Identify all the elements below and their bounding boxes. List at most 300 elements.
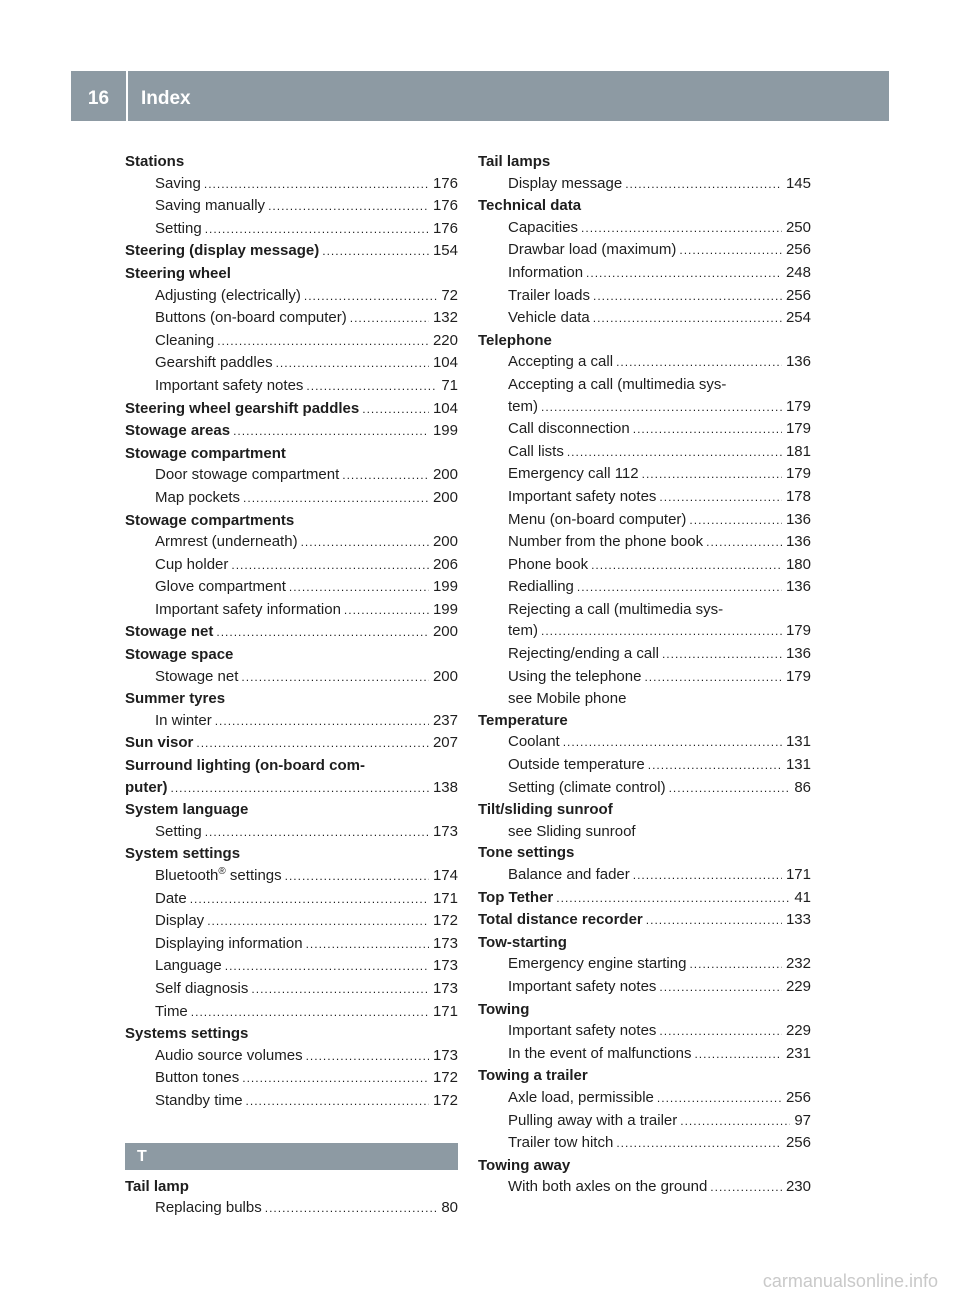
leader-dots (669, 778, 791, 800)
leader-dots (205, 219, 429, 241)
index-subentry (155, 888, 458, 911)
leader-dots (563, 732, 782, 754)
leader-dots (276, 353, 429, 375)
entry-label: Trailer loads (508, 286, 590, 304)
entry-page: 200 (432, 533, 458, 551)
entry-label: Pulling away with a trailer (508, 1111, 678, 1129)
index-entry (125, 420, 458, 443)
index-subentries (125, 531, 458, 621)
leader-dots (591, 555, 782, 577)
index-heading: Tilt/sliding sunroof (478, 801, 613, 819)
entry-page: 231 (785, 1044, 811, 1062)
index-subentry (508, 509, 811, 532)
bluetooth-label: Bluetooth (155, 867, 219, 884)
page-title: Index (141, 88, 191, 109)
entry-page: 230 (785, 1178, 811, 1196)
entry-page: 71 (441, 376, 458, 394)
entry-page: 104 (432, 354, 458, 372)
section-letter-bar: T (125, 1143, 458, 1170)
entry-page: 180 (785, 555, 811, 573)
index-subentries (478, 643, 811, 688)
entry-page: 237 (432, 711, 458, 729)
entry-label: Display (155, 912, 205, 930)
leader-dots (680, 1111, 790, 1133)
leader-dots (265, 1198, 438, 1220)
leader-dots (342, 465, 429, 487)
entry-label: tem) (508, 397, 538, 415)
entry-label: Top Tether (478, 888, 554, 906)
index-subentry (155, 330, 458, 353)
index-heading: Summer tyres (125, 690, 226, 708)
entry-page: 131 (785, 733, 811, 751)
entry-page: 154 (432, 242, 458, 260)
entry-label: In winter (155, 711, 212, 729)
leader-dots (689, 954, 782, 976)
entry-page: 138 (432, 778, 458, 796)
entry-page: 173 (432, 934, 458, 952)
entry-label: Date (155, 889, 187, 907)
leader-dots (541, 621, 782, 643)
index-heading: Surround lighting (on-board com- (125, 757, 365, 775)
entry-label: Display message (508, 174, 623, 192)
index-heading: Tail lamps (478, 153, 551, 170)
entry-page: 179 (785, 465, 811, 483)
entry-page: 256 (785, 1088, 811, 1106)
leader-dots (648, 755, 782, 777)
index-subentry (508, 864, 811, 887)
entry-label: Capacities (508, 218, 579, 236)
entry-page: 171 (432, 889, 458, 907)
index-subentry (508, 1132, 811, 1155)
entry-page: 176 (432, 197, 458, 215)
index-entry (125, 777, 458, 800)
index-subentry (155, 599, 458, 622)
index-entry (478, 909, 811, 932)
leader-dots (679, 240, 782, 262)
entry-page: 220 (432, 331, 458, 349)
index-subentry (508, 396, 811, 419)
leader-dots (306, 1046, 429, 1068)
leader-dots (706, 532, 782, 554)
entry-label: Setting (155, 822, 202, 840)
index-subentry (508, 754, 811, 777)
leader-dots (225, 956, 429, 978)
entry-label: Important safety notes (508, 487, 657, 505)
entry-page: 173 (432, 822, 458, 840)
entry-label: Setting (climate control) (508, 778, 666, 796)
index-subentry (508, 486, 811, 509)
leader-dots (694, 1044, 782, 1066)
entry-page: 173 (432, 1046, 458, 1064)
index-subentry (508, 1176, 811, 1199)
index-subentries (125, 865, 458, 888)
entry-label: Phone book (508, 555, 589, 573)
index-subentries (478, 731, 811, 799)
index-entry (125, 240, 458, 263)
entry-page: 136 (785, 533, 811, 551)
entry-page: 97 (794, 1111, 811, 1129)
leader-dots (633, 419, 782, 441)
leader-dots (586, 263, 782, 285)
leader-dots (241, 667, 429, 689)
index-subentry (155, 195, 458, 218)
entry-page: 200 (432, 466, 458, 484)
leader-dots (581, 218, 782, 240)
entry-label: In the event of malfunctions (508, 1044, 692, 1062)
index-subentries (478, 217, 811, 330)
index-heading: Tone settings (478, 844, 575, 862)
entry-page: 229 (785, 977, 811, 995)
entry-label (155, 865, 282, 887)
leader-dots (710, 1177, 782, 1199)
index-heading: Stowage space (125, 646, 234, 664)
index-subentry (155, 978, 458, 1001)
entry-page: 136 (785, 645, 811, 663)
entry-page: 250 (785, 218, 811, 236)
entry-label: Redialling (508, 578, 574, 596)
entry-label: Map pockets (155, 488, 241, 506)
index-subentry (508, 307, 811, 330)
entry-label: Important safety information (155, 600, 341, 618)
index-subentry (155, 554, 458, 577)
entry-label: Rejecting/ending a call (508, 645, 659, 663)
entry-label: Replacing bulbs (155, 1199, 262, 1217)
entry-page: 104 (432, 399, 458, 417)
leader-dots (322, 241, 429, 263)
entry-label: Number from the phone book (508, 533, 704, 551)
leader-dots (196, 733, 429, 755)
bluetooth-label-rest: settings (225, 867, 282, 884)
index-subentry (508, 953, 811, 976)
leader-dots (556, 888, 790, 910)
entry-page: 145 (785, 174, 811, 192)
entry-page: 136 (785, 578, 811, 596)
leader-dots (242, 1068, 429, 1090)
entry-page: 232 (785, 955, 811, 973)
index-column-right (478, 151, 811, 1199)
see-reference: see Mobile phone (508, 690, 627, 708)
entry-label: Trailer tow hitch (508, 1134, 614, 1152)
entry-label: Self diagnosis (155, 979, 249, 997)
index-heading: Tail lamp (125, 1177, 189, 1195)
index-subentry (508, 976, 811, 999)
page-header (71, 71, 889, 121)
leader-dots (689, 510, 782, 532)
watermark: carmanualsonline.info (762, 1271, 938, 1291)
index-subentry (155, 307, 458, 330)
index-entry (478, 887, 811, 910)
index-subentries (125, 1045, 458, 1113)
entry-label: Emergency call 112 (508, 465, 639, 483)
index-subentry (155, 910, 458, 933)
index-subentry (508, 731, 811, 754)
entry-label: Important safety notes (155, 376, 304, 394)
entry-page: 179 (785, 622, 811, 640)
entry-label: Important safety notes (508, 1022, 657, 1040)
index-subentries (478, 351, 811, 418)
entry-page: 254 (785, 309, 811, 327)
entry-page: 199 (432, 600, 458, 618)
leader-dots (216, 622, 429, 644)
index-subentry (155, 285, 458, 308)
index-subentries (125, 666, 458, 689)
index-heading: Stowage compartment (125, 444, 286, 462)
entry-label: Armrest (underneath) (155, 533, 298, 551)
index-subentry (508, 239, 811, 262)
entry-page: 176 (432, 219, 458, 237)
entry-page: 132 (432, 309, 458, 327)
leader-dots (233, 421, 429, 443)
leader-dots (646, 910, 782, 932)
index-subentries (478, 1087, 811, 1155)
entry-label: Total distance recorder (478, 911, 643, 929)
index-subentry (508, 643, 811, 666)
index-subentries (125, 285, 458, 398)
index-subentries (125, 821, 458, 844)
index-heading: Tow-starting (478, 933, 567, 951)
index-heading: Towing a trailer (478, 1067, 588, 1085)
entry-label: With both axles on the ground (508, 1178, 708, 1196)
entry-page: 199 (432, 422, 458, 440)
entry-page: 206 (432, 555, 458, 573)
leader-dots (190, 889, 429, 911)
entry-page: 200 (432, 488, 458, 506)
leader-dots (171, 778, 429, 800)
leader-dots (593, 286, 782, 308)
entry-label: Steering (display message) (125, 242, 320, 260)
entry-label: Sun visor (125, 734, 194, 752)
entry-label: Language (155, 957, 222, 975)
index-subentry (508, 463, 811, 486)
leader-dots (541, 397, 782, 419)
entry-page: 133 (785, 911, 811, 929)
index-subentries (478, 953, 811, 998)
entry-label: Cup holder (155, 555, 229, 573)
entry-page: 256 (785, 286, 811, 304)
index-subentry (155, 464, 458, 487)
leader-dots (642, 464, 782, 486)
leader-dots (644, 667, 782, 689)
leader-dots (215, 711, 429, 733)
index-heading: Stations (125, 153, 185, 170)
entry-label: Time (155, 1002, 188, 1020)
leader-dots (204, 174, 429, 196)
entry-label: Call disconnection (508, 420, 630, 438)
leader-dots (268, 196, 429, 218)
index-entry (125, 732, 458, 755)
leader-dots (593, 308, 782, 330)
index-entry (125, 398, 458, 421)
index-heading: Telephone (478, 331, 552, 349)
entry-label: Stowage areas (125, 422, 231, 440)
entry-label: Information (508, 263, 584, 281)
index-subentries (125, 888, 458, 1024)
leader-dots (191, 1002, 429, 1024)
index-heading: System language (125, 801, 249, 819)
leader-dots (251, 979, 429, 1001)
leader-dots (289, 577, 429, 599)
entry-page: 200 (432, 623, 458, 641)
entry-page: 248 (785, 263, 811, 281)
entry-page: 86 (794, 778, 811, 796)
page-number: 16 (87, 88, 110, 109)
entry-label: Saving (155, 174, 201, 192)
leader-dots (306, 376, 437, 398)
entry-label: Accepting a call (508, 353, 614, 371)
entry-label: Setting (155, 219, 202, 237)
index-subentry (155, 710, 458, 733)
index-entry (125, 621, 458, 644)
leader-dots (246, 1091, 429, 1113)
index-subentry (508, 351, 811, 374)
entry-label: Audio source volumes (155, 1046, 303, 1064)
entry-page: 173 (432, 979, 458, 997)
entry-page: 41 (794, 888, 811, 906)
header-divider (126, 71, 128, 121)
entry-label: Standby time (155, 1091, 243, 1109)
index-subentry (508, 262, 811, 285)
index-subentry (155, 576, 458, 599)
leader-dots (301, 532, 429, 554)
leader-dots (625, 174, 782, 196)
entry-label: Vehicle data (508, 309, 590, 327)
leader-dots (231, 555, 429, 577)
index-subentries (478, 1176, 811, 1199)
entry-page: 176 (432, 174, 458, 192)
entry-page: 178 (785, 487, 811, 505)
leader-dots (659, 487, 782, 509)
entry-label: Door stowage compartment (155, 466, 340, 484)
entry-page: 131 (785, 756, 811, 774)
index-heading: Towing (478, 1000, 530, 1018)
entry-label: Displaying information (155, 934, 303, 952)
leader-dots (616, 352, 782, 374)
index-subentry (508, 576, 811, 599)
leader-dots (217, 331, 429, 353)
index-subentry (508, 620, 811, 643)
index-subentry (508, 531, 811, 554)
entry-label: tem) (508, 622, 538, 640)
leader-dots (350, 308, 429, 330)
entry-label: Adjusting (electrically) (155, 286, 301, 304)
index-subentries (125, 710, 458, 733)
entry-page: 179 (785, 420, 811, 438)
leader-dots (657, 1088, 782, 1110)
entry-label: Gearshift paddles (155, 354, 273, 372)
entry-page: 207 (432, 734, 458, 752)
index-subentry (508, 1110, 811, 1133)
index-subentry (155, 666, 458, 689)
entry-label: Balance and fader (508, 866, 630, 883)
entry-page: 199 (432, 578, 458, 596)
index-subentries (478, 418, 811, 599)
entry-page: 172 (432, 1069, 458, 1087)
entry-label: Important safety notes (508, 977, 657, 995)
index-subentries (125, 1197, 458, 1220)
index-subentry (508, 554, 811, 577)
entry-label: Coolant (508, 733, 560, 751)
entry-page: 136 (785, 510, 811, 528)
entry-label: Menu (on-board computer) (508, 510, 687, 528)
index-subentries (125, 464, 458, 509)
entry-label: Stowage net (125, 623, 214, 641)
entry-page: 136 (785, 353, 811, 371)
entry-page: 179 (785, 667, 811, 685)
index-subentry (155, 1090, 458, 1113)
entry-page: 256 (785, 1134, 811, 1152)
entry-page: 200 (432, 667, 458, 685)
entry-label: Steering wheel gearshift paddles (125, 399, 360, 417)
index-subentry (508, 441, 811, 464)
leader-dots (306, 934, 429, 956)
entry-page: 181 (785, 442, 811, 460)
index-heading: System settings (125, 845, 241, 863)
index-subentry (155, 352, 458, 375)
registered-mark: ® (218, 866, 226, 877)
leader-dots (662, 644, 782, 666)
leader-dots (567, 442, 782, 464)
leader-dots (205, 822, 429, 844)
index-heading: Towing away (478, 1156, 571, 1174)
leader-dots (616, 1133, 782, 1155)
index-subentry (508, 1020, 811, 1043)
leader-dots (659, 977, 782, 999)
entry-label: Stowage net (155, 667, 239, 685)
index-heading: Temperature (478, 711, 568, 729)
entry-page: 229 (785, 1022, 811, 1040)
entry-page: 256 (785, 241, 811, 259)
index-subentry (508, 1043, 811, 1066)
index-subentry (155, 821, 458, 844)
index-heading: Stowage compartments (125, 511, 295, 529)
entry-page: 171 (432, 1002, 458, 1020)
index-subentry (155, 1067, 458, 1090)
entry-label: Button tones (155, 1069, 240, 1087)
leader-dots (633, 865, 782, 887)
entry-label-line: Accepting a call (multimedia sys- (508, 375, 727, 393)
index-subentry (155, 531, 458, 554)
index-subentries (478, 864, 811, 887)
entry-label: Outside temperature (508, 756, 645, 774)
entry-label: Drawbar load (maximum) (508, 241, 677, 259)
index-subentry (508, 285, 811, 308)
entry-label: Call lists (508, 442, 564, 460)
entry-label: Cleaning (155, 331, 215, 349)
index-subentries (125, 173, 458, 241)
entry-page: 80 (441, 1199, 458, 1217)
see-reference: see Sliding sunroof (508, 822, 636, 840)
leader-dots (344, 600, 429, 622)
leader-dots (243, 488, 429, 510)
leader-dots (577, 577, 782, 599)
index-subentry (508, 173, 811, 196)
index-subentry (508, 217, 811, 240)
entry-label: Using the telephone (508, 667, 642, 685)
index-subentry (155, 1197, 458, 1220)
leader-dots (362, 399, 429, 421)
index-subentry (508, 666, 811, 689)
entry-label-line: Rejecting a call (multimedia sys- (508, 600, 724, 618)
entry-page: 171 (785, 866, 811, 883)
index-subentries (478, 599, 811, 643)
entry-label: Emergency engine starting (508, 955, 687, 973)
index-subentry (508, 1087, 811, 1110)
index-subentry (155, 173, 458, 196)
index-subentry (155, 955, 458, 978)
index-subentry (155, 933, 458, 956)
index-subentry (155, 865, 458, 888)
index-heading: Technical data (478, 197, 582, 215)
